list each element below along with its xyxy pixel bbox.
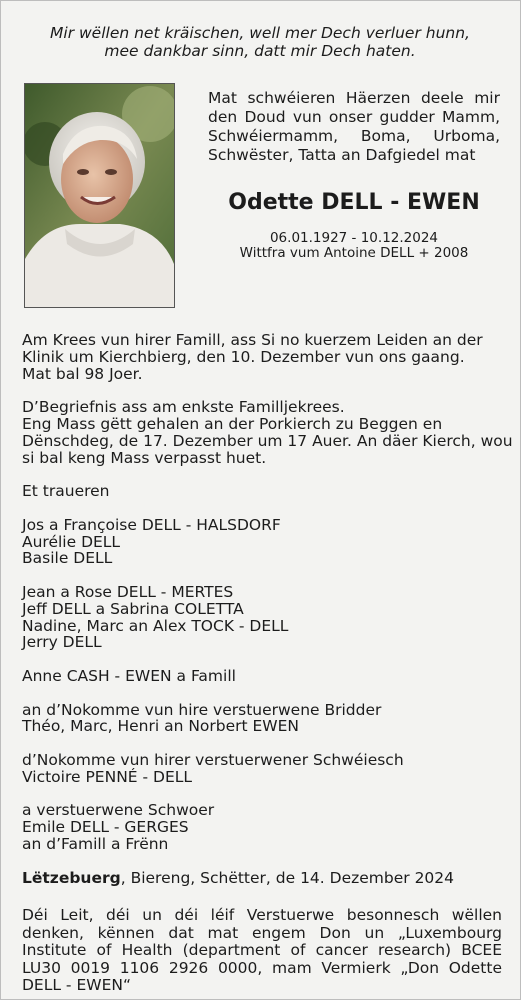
mourner-line: Aurélie DELL	[22, 532, 121, 551]
obituary-body	[22, 331, 513, 887]
life-dates	[208, 231, 500, 261]
intro-text: Mat schwéieren Häerzen deele mir den Doud vun onser gudder Mamm, Schwéiermamm, Boma, Urboma, Schwëster, Tatta an Dafgiedel mat	[208, 89, 500, 164]
birth-death-dates: 06.01.1927 - 10.12.2024	[269, 230, 439, 246]
motto-line: mee dankbar sinn, datt mir Dech haten.	[104, 42, 416, 60]
mourner-line: Jeff DELL a Sabrina COLETTA	[22, 599, 244, 618]
mourners-intro: Et traueren	[22, 482, 110, 501]
mourner-line: Anne CASH - EWEN a Famill	[22, 666, 236, 685]
place-city: Lëtzebuerg	[22, 868, 121, 887]
mourner-line: Basile DELL	[22, 549, 113, 568]
mourner-line: an d’Nokomme vun hire verstuerwene Bridder	[22, 700, 382, 719]
mourner-line: d’Nokomme vun hirer verstuerwener Schwéiesch	[22, 750, 404, 769]
mourner-line: an d’Famill a Frënn	[22, 834, 169, 853]
motto-line: Mir wëllen net kräischen, well mer Dech verluer hunn,	[50, 24, 470, 42]
place-date-line	[22, 870, 502, 887]
announcement-line: Klinik um Kierchbierg, den 10. Dezember vun ons gaang.	[22, 347, 465, 366]
funeral-line: si bal keng Mass verpasst huet.	[22, 448, 267, 467]
announcement-line: Am Krees vun hirer Famill, ass Si no kuerzem Leiden an der	[22, 331, 483, 349]
mourner-line: Jos a Françoise DELL - HALSDORF	[22, 515, 281, 534]
mourner-line: Emile DELL - GERGES	[22, 818, 189, 837]
funeral-line: Dënschdeg, de 17. Dezember um 17 Auer. An däer Kierch, wou	[22, 431, 513, 450]
deceased-name: Odette DELL - EWEN	[228, 190, 480, 215]
mourner-line: Nadine, Marc an Alex TOCK - DELL	[22, 616, 289, 635]
donation-note: Déi Leit, déi un déi léif Verstuerwe besonnesch wëllen denken, kënnen dat mat engem Don un „Luxembourg Institute of Health (department of cancer research) BCEE LU30 0019 1106 2926 0000, mam Vermierk „Don Odette DELL - EWEN“	[22, 906, 502, 994]
mourner-line: Théo, Marc, Henri an Norbert EWEN	[22, 717, 300, 736]
mourner-line: Victoire PENNÉ - DELL	[22, 767, 193, 786]
announcement-line: Mat bal 98 Joer.	[22, 364, 143, 383]
mourner-line: a verstuerwene Schwoer	[22, 801, 215, 820]
mourner-line: Jerry DELL	[22, 633, 102, 652]
widow-note: Wittfra vum Antoine DELL + 2008	[239, 245, 469, 261]
motto	[20, 24, 500, 60]
funeral-line: D’Begriefnis ass am enkste Familljekrees.	[22, 398, 345, 417]
place-rest: , Biereng, Schëtter, de 14. Dezember 2024	[120, 868, 455, 887]
portrait-image	[25, 84, 174, 307]
portrait-photo	[24, 83, 175, 308]
mourner-line: Jean a Rose DELL - MERTES	[22, 582, 234, 601]
funeral-line: Eng Mass gëtt gehalen an der Porkierch zu Beggen en	[22, 414, 443, 433]
